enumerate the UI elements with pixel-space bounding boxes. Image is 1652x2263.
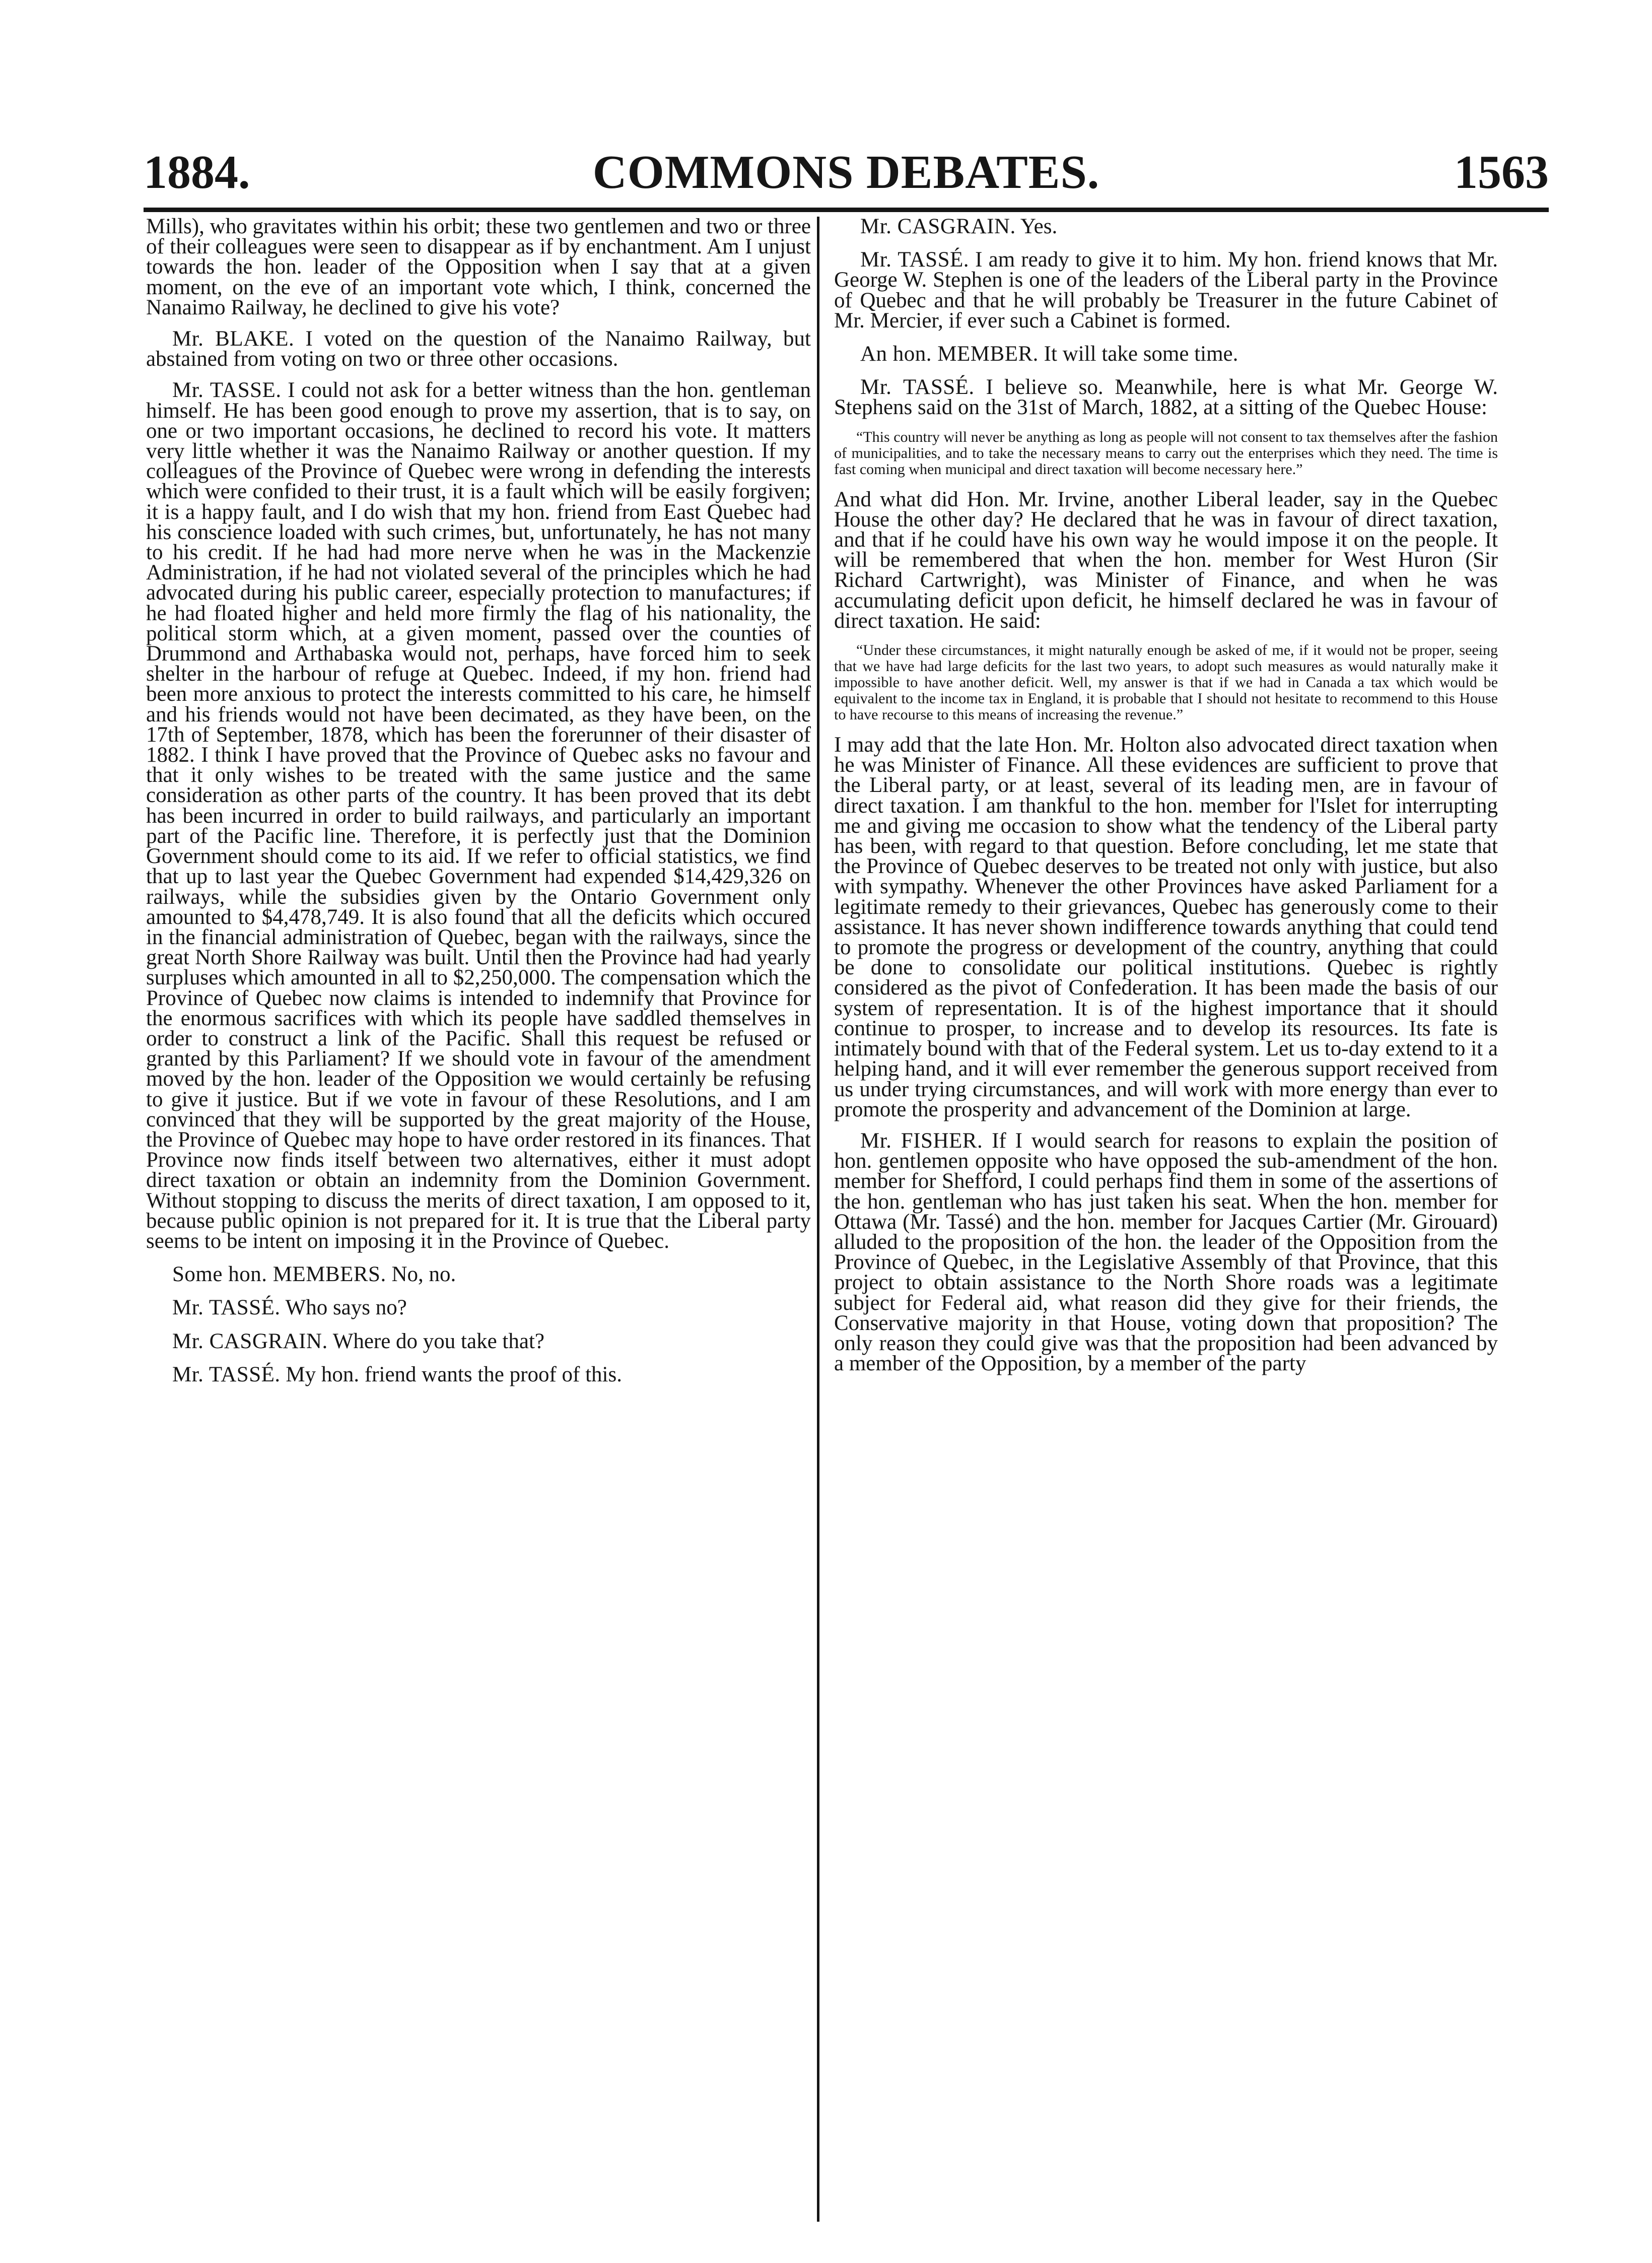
header-rule: [144, 208, 1549, 212]
speaker-name: Mr. TASSÉ.: [860, 248, 970, 272]
speaker-name: Mr. FISHER.: [860, 1128, 983, 1153]
speaker-name: Mr. TASSÉ.: [172, 1362, 281, 1386]
speech-text: I am ready to give it to him. My hon. friend knows that Mr. George W. Stephen is one of the leaders of the Liberal party in the Province of Quebec and that he will probably be Treasurer in the future Cabinet of Mr. Mercier, if ever such a Cabinet is formed.: [834, 248, 1498, 332]
speech-text: My hon. friend wants the proof of this.: [286, 1362, 622, 1386]
speech: [834, 344, 1498, 364]
speech-text: I voted on the question of the Nanaimo Railway, but abstained from voting on two or three other occasions.: [146, 327, 811, 371]
right-column: [834, 217, 1498, 2227]
speaker-name: An hon. MEMBER.: [860, 342, 1039, 366]
speech-text: It will take some time.: [1044, 342, 1238, 366]
speaker-name: Mr. BLAKE.: [172, 327, 295, 351]
page-header: [144, 144, 1549, 202]
speech: [146, 329, 811, 369]
header-year: 1884.: [144, 146, 250, 198]
header-title: COMMONS DEBATES.: [592, 146, 1100, 198]
paragraph: [834, 735, 1498, 1120]
paragraph: [146, 217, 811, 318]
block-quote: “Under these circumstances, it might naturally enough be asked of me, if it would not be proper, seeing that we have had large deficits for the last two years, to adopt such measures as would naturally make it impossible to have another deficit. Well, my answer is that if we had in Canada a tax which would be equivalent to the income tax in England, it is probable that I should not hesitate to recommend to this House to have recourse to this means of increasing the revenue.”: [834, 642, 1498, 723]
block-quote: “This country will never be anything as long as people will not consent to tax themselves after the fashion of municipalities, and to take the necessary means to carry out the enterprises which they need. The time is fast coming when municipal and direct taxation will become necessary here.”: [834, 428, 1498, 478]
speech-text: Where do you take that?: [332, 1329, 544, 1353]
column-divider: [817, 217, 819, 2222]
speaker-name: Some hon. MEMBERS.: [172, 1262, 386, 1287]
speaker-name: Mr. TASSÉ.: [860, 375, 975, 400]
speaker-name: Mr. TASSÉ.: [172, 1296, 281, 1320]
speech: [834, 1128, 1498, 1376]
speech-text: Who says no?: [285, 1296, 407, 1320]
speech-text: No, no.: [391, 1262, 456, 1287]
speech: [146, 1264, 811, 1285]
speaker-name: Mr. CASGRAIN.: [172, 1329, 328, 1353]
speech-text: Yes.: [1020, 217, 1058, 238]
left-column: [146, 217, 811, 2227]
speech: [146, 380, 811, 1251]
speech: [834, 377, 1498, 418]
header-page-number: 1563: [1454, 146, 1549, 198]
speaker-name: Mr. TASSE.: [172, 378, 282, 403]
paragraph: [834, 487, 1498, 633]
speech: [146, 1362, 811, 1386]
paragraph-text: Mills), who gravitates within his orbit; these two gentlemen and two or three of their colleagues were seen to disappear as if by enchantment. Am I unjust towards the hon. leader of the Opposition when I say that at a given moment, on the eve of an important vote which, I think, concerned the Nanaimo Railway, he declined to give his vote?: [146, 217, 811, 319]
speech: [834, 250, 1498, 331]
speech-text: I could not ask for a better witness than the hon. gentleman himself. He has been good enough to prove my assertion, that is to say, on one or two important occasions, he declined to record his vote. It matters very little whether it was the Nanaimo Railway or another question. If my colleagues of the Province of Quebec were wrong in defending the interests which were confided to their trust, it is a fault which will be easily forgiven; it is a happy fault, and I do wish that my hon. friend from East Quebec had his conscience loaded with such crimes, but, unfortunately, he has not many to his credit. If he had had more nerve when he was in the Mackenzie Administration, if he had not violated several of the principles which he had advocated during his public career, especially protection to manufactures; if he had floated higher and held more firmly the flag of his nationality, the political storm which, at a given moment, passed over the counties of Drummond and Arthabaska would not, perhaps, have forced him to seek shelter in the harbour of refuge at Quebec. Indeed, if my hon. friend had been more anxious to protect the interests committed to his care, he himself and his friends would not have been decimated, as they have been, on the 17th of September, 1878, which has been the forerunner of their disaster of 1882. I think I have proved that the Province of Quebec asks no favour and that it only wishes to be treated with the same justice and the same consideration as other parts of the country. It has been proved that its debt has been incurred in order to build railways, and particularly an important part of the Pacific line. Therefore, it is perfectly just that the Dominion Government should come to its aid. If we refer to official statistics, we find that up to last year the Quebec Government had expended $14,429,326 on railways, while the subsidies given by the Ontario Government only amounted to $4,478,749. It is also found that all the deficits which occured in the financial administration of Quebec, began with the railways, since the great North Shore Railway was built. Until then the Province had had yearly surpluses which amounted in all to $2,250,000. The compensation which the Province of Quebec now claims is intended to indemnify that Province for the enormous sacrifices with which its people have saddled themselves in order to construct a link of the Pacific. Shall this request be refused or granted by this Parliament? If we should vote in favour of the amendment moved by the hon. leader of the Opposition we would certainly be refusing to give it justice. But if we vote in favour of these Resolutions, and I am convinced that they will be supported by the great majority of the House, the Province of Quebec may hope to have order restored in its finances. That Province now finds itself between two alternatives, either it must adopt direct taxation or obtain an indemnity from the Dominion Government. Without stopping to discuss the merits of direct taxation, I am opposed to it, because public opinion is not prepared for it. It is true that the Liberal party seems to be intent on imposing it in the Province of Quebec.: [146, 378, 811, 1253]
speaker-name: Mr. CASGRAIN.: [860, 217, 1016, 238]
speech: [834, 217, 1498, 237]
speech: [146, 1329, 811, 1353]
paragraph-text: And what did Hon. Mr. Irvine, another Liberal leader, say in the Quebec House the other day? He declared that he was in favour of direct taxation, and that if he could have his own way he would impose it on the people. It will be remembered that when the hon. member for West Huron (Sir Richard Cartwright), was Minister of Finance, and when he was accumulating deficit upon deficit, he himself declared he was in favour of direct taxation. He said:: [834, 487, 1498, 633]
speech-text: If I would search for reasons to explain the position of hon. gentlemen opposite who have opposed the sub-amendment of the hon. member for Shefford, I could perhaps find them in some of the assertions of the hon. gentleman who has just taken his seat. When the hon. member for Ottawa (Mr. Tassé) and the hon. member for Jacques Cartier (Mr. Girouard) alluded to the proposition of the hon. the leader of the Opposition from the Province of Quebec, in the Legislative Assembly of that Province, that this project to obtain assistance to the North Shore roads was a legitimate subject for Federal aid, what reason did they give for their friends, the Conservative majority in that House, voting down that proposition? The only reason they could give was that the proposition had been advanced by a member of the Opposition, by a member of the party: [834, 1128, 1498, 1376]
paragraph-text: I may add that the late Hon. Mr. Holton also advocated direct taxation when he was Minister of Finance. All these evidences are sufficient to prove that the Liberal party, or at least, several of its leading men, are in favour of direct taxation. I am thankful to the hon. member for l'Islet for interrupting me and giving me occasion to show what the tendency of the Liberal party has been, with regard to that question. Before concluding, let me state that the Province of Quebec deserves to be treated not only with justice, but also with sympathy. Whenever the other Provinces have asked Parliament for a legitimate remedy to their grievances, Quebec has generously come to their assistance. It has never shown indifference towards anything that could tend to promote the progress or development of the country, anything that could be done to consolidate our political institutions. Quebec is rightly considered as the pivot of Confederation. It has been made the basis of our system of representation. It is of the highest importance that it should continue to prosper, to increase and to develop its resources. Its fate is intimately bound with that of the Federal system. Let us to-day extend to it a helping hand, and it will ever remember the generous support received from us under trying circumstances, and will work with more energy than ever to promote the prosperity and advancement of the Dominion at large.: [834, 733, 1498, 1121]
speech: [146, 1298, 811, 1318]
speech-text: I believe so. Meanwhile, here is what Mr. George W. Stephens said on the 31st of March, 1882, at a sitting of the Quebec House:: [834, 375, 1498, 420]
